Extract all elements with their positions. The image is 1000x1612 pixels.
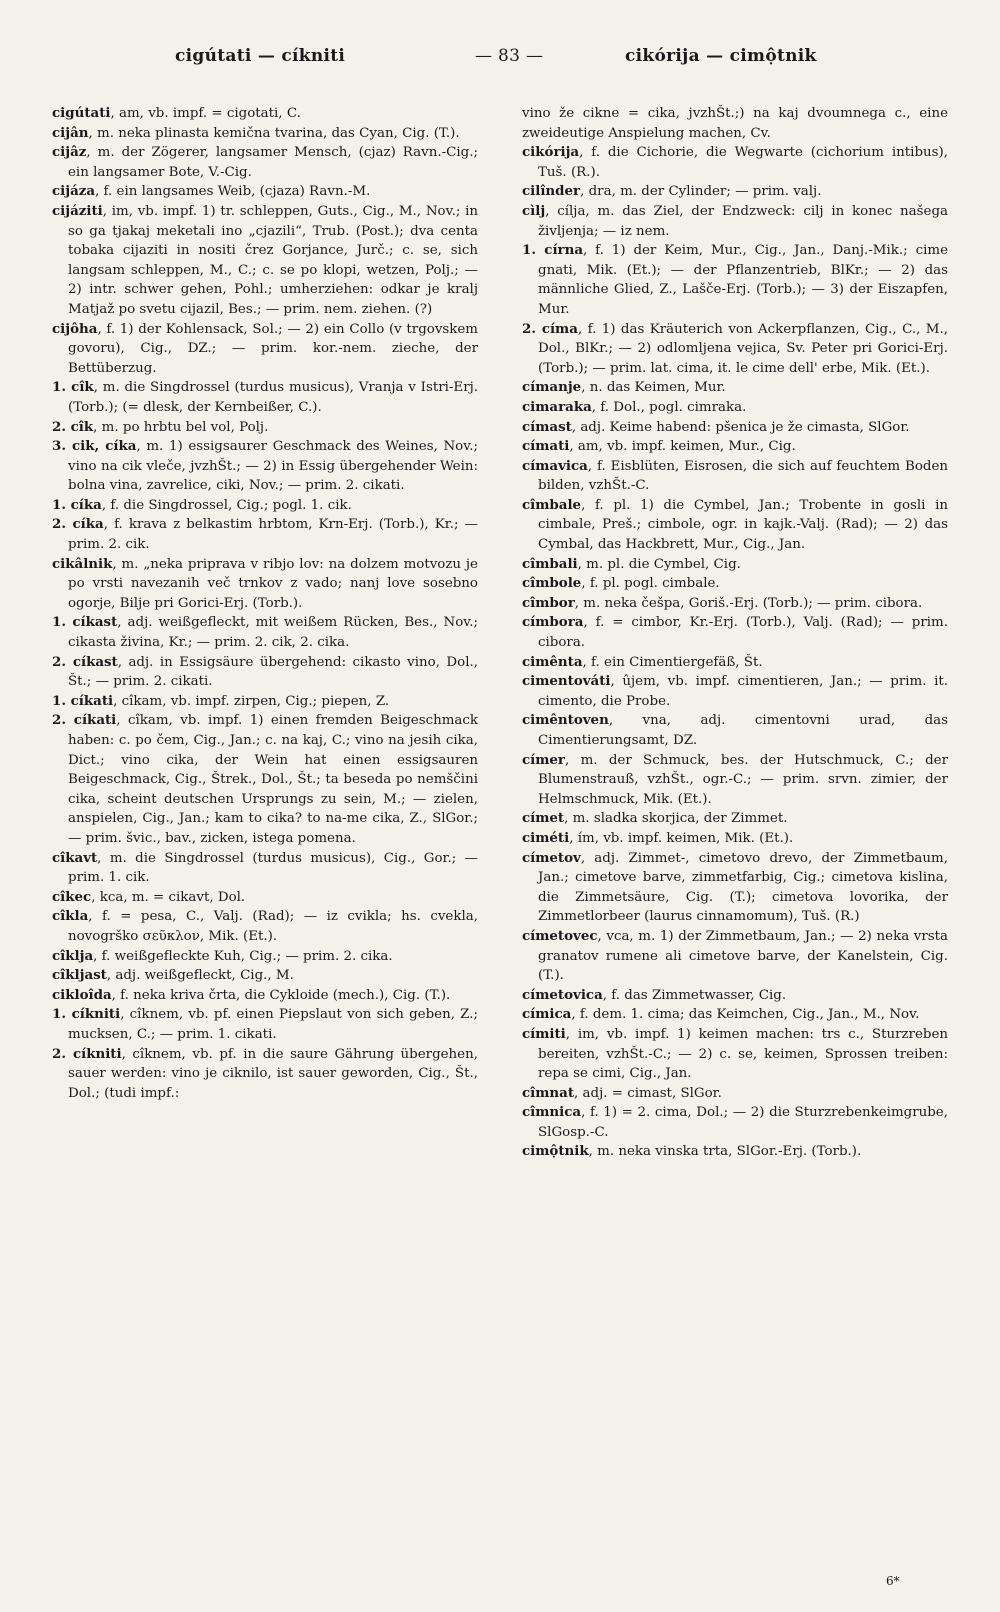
entry-definition: , m. „neka priprava v ribjo lov: na dolzem motvozu je po vrsti navezanih več trnkov z vado; nanj love sosebno ogorje, Bilje pri Gorici-Erj. (Torb.). xyxy=(68,556,478,611)
dictionary-entry xyxy=(522,437,948,457)
dictionary-entry xyxy=(52,320,478,379)
entry-headword: címetov xyxy=(522,849,581,866)
entry-definition: , n. das Keimen, Mur. xyxy=(581,380,726,396)
entry-headword: cijôha xyxy=(52,320,98,337)
dictionary-entry xyxy=(52,104,478,124)
entry-definition: , ím, vb. impf. keimen, Mik. (Et.). xyxy=(569,830,794,846)
dictionary-entry xyxy=(52,653,478,692)
left-column xyxy=(52,104,478,1103)
dictionary-entry xyxy=(522,711,948,750)
entry-headword: 2. cíkati xyxy=(52,712,117,729)
entry-definition: , cîkam, vb. impf. 1) einen fremden Beigeschmack haben: c. po čem, Cig., Jan.; c. na kaj, C.; vino na jesih cika, Dict.; vino cika, der Wein hat einen essigsauren Beigeschmack, Cig., Štrek., Dol., Št.; ta beseda po nemščini cika, scheint deutschen Ursprungs zu sein, M.; — zielen, anspielen, Cig., Jan.; kam to cika? to na-me cika, Z., SlGor.; — prim. švic., bav., zicken, istega pomena. xyxy=(68,713,479,846)
dictionary-entry xyxy=(52,202,478,320)
dictionary-entry xyxy=(522,574,948,594)
dictionary-entry xyxy=(52,692,478,712)
entry-definition: , cílja, m. das Ziel, der Endzweck: cilj in konec našega življenja; — iz nem. xyxy=(538,203,948,239)
entry-definition: , m. neka vinska trta, SlGor.-Erj. (Torb.). xyxy=(588,1144,862,1160)
entry-headword: cimêntoven xyxy=(522,712,609,729)
entry-definition: , f. pl. pogl. cimbale. xyxy=(581,576,720,592)
entry-headword: cîmbor xyxy=(522,594,575,611)
dictionary-entry xyxy=(52,515,478,554)
entry-headword: cijâz xyxy=(52,144,87,161)
entry-definition: , im, vb. impf. 1) keimen machen: trs c., Sturzreben bereiten, vzhŠt.-C.; — 2) c. se, keimen, Sprossen treiben: repa se cimi, Cig., Jan. xyxy=(538,1026,948,1082)
entry-headword: cigútati xyxy=(52,105,111,121)
entry-headword: címiti xyxy=(522,1025,566,1042)
entry-definition: , am, vb. impf. = cigotati, C. xyxy=(110,106,301,121)
page-number: — 83 — xyxy=(475,46,544,66)
entry-headword: cîkec xyxy=(52,888,92,905)
dictionary-entry xyxy=(522,1025,948,1084)
entry-definition: , f. ein Cimentiergefäß, Št. xyxy=(582,654,763,670)
dictionary-entry xyxy=(52,1005,478,1044)
entry-headword: 2. cíkniti xyxy=(52,1045,122,1062)
entry-definition: , f. dem. 1. cima; das Keimchen, Cig., Jan., M., Nov. xyxy=(571,1007,920,1023)
entry-headword: 2. cíka xyxy=(52,516,104,533)
entry-definition: , adj. weißgefleckt, mit weißem Rücken, Bes., Nov.; cikasta živina, Kr.; — prim. 2. cik, 2. cika. xyxy=(68,615,478,651)
dictionary-entry xyxy=(522,496,948,555)
dictionary-entry xyxy=(52,1045,478,1104)
entry-headword: cimênta xyxy=(522,653,583,670)
entry-definition: , f. das Zimmetwasser, Cig. xyxy=(602,987,787,1003)
entry-headword: címati xyxy=(522,438,570,455)
dictionary-entry xyxy=(522,927,948,986)
entry-definition: , am, vb. impf. keimen, Mur., Cig. xyxy=(569,439,796,455)
dictionary-entry xyxy=(522,378,948,398)
entry-headword: cikâlnik xyxy=(52,555,113,572)
entry-definition: , f. weißgefleckte Kuh, Cig.; — prim. 2. cika. xyxy=(93,948,393,964)
entry-definition: , adj. Keime habend: pšenica je že cimasta, SlGor. xyxy=(571,419,910,435)
dictionary-entry xyxy=(522,829,948,849)
entry-definition: , m. die Singdrossel (turdus musicus), Vranja v Istri-Erj. (Torb.); (= dlesk, der Kernbeißer, C.). xyxy=(68,380,478,415)
dictionary-entry xyxy=(522,555,948,575)
entry-definition: , f. Eisblüten, Eisrosen, die sich auf feuchtem Boden bilden, vzhŠt.-C. xyxy=(538,458,948,494)
entry-headword: cilînder xyxy=(522,183,581,200)
entry-headword: címer xyxy=(522,751,565,768)
entry-definition: , m. die Singdrossel (turdus musicus), Cig., Gor.; — prim. 1. cik. xyxy=(68,850,478,886)
entry-headword: 3. cik, cíka xyxy=(52,438,137,455)
dictionary-entry xyxy=(52,555,478,614)
entry-definition: , f. pl. 1) die Cymbel, Jan.; Trobente in gosli in cimbale, Preš.; cimbole, ogr. in kajk.-Valj. (Rad); — 2) das Cymbal, das Hackbrett, Mur., Cig., Jan. xyxy=(538,497,948,553)
dictionary-entry xyxy=(522,457,948,496)
entry-definition: , f. = cimbor, Kr.-Erj. (Torb.), Valj. (Rad); — prim. cibora. xyxy=(538,615,948,651)
entry-definition: , m. neka češpa, Goriš.-Erj. (Torb.); — prim. cibora. xyxy=(574,595,923,611)
entry-headword: cijáza xyxy=(52,183,96,200)
entry-definition: , f. die Singdrossel, Cig.; pogl. 1. cik. xyxy=(101,497,352,513)
entry-definition: , adj. = cimast, SlGor. xyxy=(574,1085,722,1101)
dictionary-entry xyxy=(522,143,948,182)
entry-headword: 2. cíkast xyxy=(52,653,118,670)
entry-headword: cîmbale xyxy=(522,496,582,513)
entry-definition: , cîknem, vb. pf. einen Piepslaut von sich geben, Z.; mucksen, C.; — prim. 1. cikati. xyxy=(68,1007,478,1042)
dictionary-entry xyxy=(522,202,948,241)
dictionary-entry xyxy=(52,124,478,144)
signature-mark: 6* xyxy=(886,1574,900,1588)
dictionary-entry xyxy=(522,986,948,1006)
entry-headword: cîkla xyxy=(52,908,89,925)
dictionary-entry xyxy=(52,888,478,908)
dictionary-entry xyxy=(52,907,478,946)
entry-headword: cîmbali xyxy=(522,555,578,572)
entry-definition: , f. krava z belkastim hrbtom, Krn-Erj. (Torb.), Kr.; — prim. 2. cik. xyxy=(68,517,479,553)
dictionary-entry xyxy=(522,1084,948,1104)
entry-headword: címbora xyxy=(522,614,584,631)
entry-headword: ciméti xyxy=(522,829,570,846)
entry-definition: , f. 1) das Kräuterich von Ackerpflanzen, Cig., C., M., Dol., BlKr.; — 2) odlomljena vejica, Sv. Peter pri Gorici-Erj. (Torb.); — prim. lat. cima, it. le cime dell' erbe, Mik. (Et.). xyxy=(538,321,948,376)
entry-headword: cijân xyxy=(52,124,89,141)
entry-definition: , cîkam, vb. impf. zirpen, Cig.; piepen, Z. xyxy=(113,693,390,709)
entry-headword: cîkavt xyxy=(52,849,98,866)
entry-definition: , adj. weißgefleckt, Cig., M. xyxy=(106,968,294,984)
entry-headword: cîmnica xyxy=(522,1104,582,1121)
dictionary-entry xyxy=(522,594,948,614)
dictionary-entry xyxy=(52,849,478,888)
entry-definition: , cîknem, vb. pf. in die saure Gährung übergehen, sauer werden: vino je ciknilo, ist sauer geworden, Cig., Št., Dol.; (tudi impf.: xyxy=(68,1046,478,1101)
entry-headword: címavica xyxy=(522,457,588,474)
dictionary-entry xyxy=(522,398,948,418)
entry-headword: 1. cíkniti xyxy=(52,1006,121,1023)
dictionary-entry xyxy=(52,182,478,202)
running-head-left: cigútati — cíkniti xyxy=(175,46,346,66)
entry-headword: cimộtnik xyxy=(522,1143,589,1160)
entry-headword: címanje xyxy=(522,379,582,396)
entry-headword: cikloîda xyxy=(52,986,112,1003)
entry-definition: , m. neka plinasta kemična tvarina, das Cyan, Cig. (T.). xyxy=(88,125,460,141)
entry-definition: , m. der Schmuck, bes. der Hutschmuck, C.; der Blumenstrauß, vzhŠt., ogr.-C.; — prim. srvn. zimier, der Helmschmuck, Mik. (Et.). xyxy=(538,752,948,807)
dictionary-entry xyxy=(522,653,948,673)
dictionary-entry xyxy=(522,613,948,652)
dictionary-entry xyxy=(522,104,948,143)
entry-definition: , vna, adj. cimentovni urad, das Cimentierungsamt, DZ. xyxy=(538,713,948,748)
entry-headword: cîmnat xyxy=(522,1084,575,1101)
entry-headword: 1. cíkast xyxy=(52,614,118,631)
dictionary-entry xyxy=(52,966,478,986)
entry-definition: , m. der Zögerer, langsamer Mensch, (cjaz) Ravn.-Cig.; ein langsamer Bote, V.-Cig. xyxy=(68,145,478,180)
entry-headword: 1. círna xyxy=(522,242,583,259)
entry-headword: cimaraka xyxy=(522,398,592,415)
entry-definition: , f. neka kriva črta, die Cykloide (mech.), Cig. (T.). xyxy=(111,987,451,1003)
dictionary-entry xyxy=(52,378,478,417)
entry-headword: cìlj xyxy=(522,202,546,219)
entry-definition: , adj. Zimmet-, cimetovo drevo, der Zimmetbaum, Jan.; cimetove barve, zimmetfarbig, Cig.; cimetova kislina, die Zimmetsäure, Cig. (T.); cimetova lovorika, der Zimmetlorbeer (laurus cinnamomum), Tuš. (R.) xyxy=(538,850,948,925)
entry-headword: címetovica xyxy=(522,986,603,1003)
dictionary-entry xyxy=(522,1142,948,1162)
entry-definition: , dra, m. der Cylinder; — prim. valj. xyxy=(580,184,822,200)
entry-headword: cikórija xyxy=(522,144,580,161)
dictionary-entry xyxy=(522,809,948,829)
entry-headword: 1. cíkati xyxy=(52,692,114,709)
running-head-right: cikórija — cimộtnik xyxy=(625,46,817,66)
dictionary-entry xyxy=(522,1103,948,1142)
dictionary-entry xyxy=(522,320,948,379)
entry-definition: , ûjem, vb. impf. cimentieren, Jan.; — prim. it. cimento, die Probe. xyxy=(538,674,948,709)
entry-definition: vino že cikne = cika, jvzhŠt.;) na kaj dvoumnega c., eine zweideutige Anspielung machen, Cv. xyxy=(522,106,948,141)
dictionary-entry xyxy=(522,751,948,810)
entry-definition: , f. Dol., pogl. cimraka. xyxy=(591,399,747,415)
entry-definition: , f. 1) der Keim, Mur., Cig., Jan., Danj.-Mik.; cime gnati, Mik. (Et.); — der Pflanzentrieb, BlKr.; — 2) das männliche Glied, Z., Lašče-Erj. (Torb.); — 3) der Eiszapfen, Mur. xyxy=(538,243,948,317)
dictionary-entry xyxy=(52,986,478,1006)
entry-headword: cîkljast xyxy=(52,967,107,984)
entry-headword: címetovec xyxy=(522,927,598,944)
entry-definition: , m. 1) essigsaurer Geschmack des Weines, Nov.; vino na cik vleče, jvzhŠt.; — 2) in Essig übergehender Wein: bolna vina, zavrelice, ciki, Nov.; — prim. 2. cikati. xyxy=(68,439,478,494)
dictionary-entry xyxy=(52,437,478,496)
entry-headword: címet xyxy=(522,810,565,827)
right-column xyxy=(522,104,948,1162)
entry-headword: 2. címa xyxy=(522,320,578,337)
entry-headword: cimentováti xyxy=(522,673,611,690)
dictionary-entry xyxy=(522,1005,948,1025)
dictionary-entry xyxy=(522,418,948,438)
dictionary-entry xyxy=(52,496,478,516)
entry-definition: , adj. in Essigsäure übergehend: cikasto vino, Dol., Št.; — prim. 2. cikati. xyxy=(68,654,479,690)
dictionary-entry xyxy=(52,613,478,652)
entry-headword: címast xyxy=(522,418,572,435)
entry-headword: cijáziti xyxy=(52,202,103,219)
entry-headword: cîmbole xyxy=(522,575,582,592)
entry-definition: , m. sladka skorjica, der Zimmet. xyxy=(564,811,788,827)
dictionary-entry xyxy=(522,672,948,711)
entry-headword: 1. cîk xyxy=(52,379,94,396)
entry-headword: 1. cíka xyxy=(52,496,102,513)
entry-definition: , m. po hrbtu bel vol, Polj. xyxy=(93,419,269,435)
entry-headword: cîklja xyxy=(52,947,94,964)
entry-definition: , f. = pesa, C., Valj. (Rad); — iz cvikla; hs. cvekla, novogrško σεῦκλον, Mik. (Et.). xyxy=(68,909,478,944)
dictionary-entry xyxy=(522,182,948,202)
entry-definition: , m. pl. die Cymbel, Cig. xyxy=(577,556,741,572)
page-header xyxy=(0,46,1000,76)
dictionary-entry xyxy=(52,711,478,848)
entry-definition: , f. ein langsames Weib, (cjaza) Ravn.-M. xyxy=(95,184,371,200)
entry-definition: , f. die Cichorie, die Wegwarte (cichorium intibus), Tuš. (R.). xyxy=(538,145,948,180)
entry-definition: , vca, m. 1) der Zimmetbaum, Jan.; — 2) neka vrsta granatov rumene ali cimetove barve, der Kanelstein, Cig. (T.). xyxy=(538,928,948,984)
entry-definition: , im, vb. impf. 1) tr. schleppen, Guts., Cig., M., Nov.; in so ga tjakaj meketali ino „cjazili“, Trub. (Post.); dva centa tobaka cijaziti in nositi črez Gorjance, Jurč.; c. se, sich langsam schleppen, M., C.; c. se po klopi, wetzen, Polj.; — 2) intr. schwer gehen, Pohl.; umherziehen: odkar je kralj Matjaž po svetu cijazil, Bes.; — prim. nem. ziehen. (?) xyxy=(68,203,478,317)
dictionary-entry xyxy=(522,241,948,319)
entry-definition: , f. 1) = 2. cima, Dol.; — 2) die Sturzrebenkeimgrube, SlGosp.-C. xyxy=(538,1105,948,1140)
entry-headword: címica xyxy=(522,1006,572,1023)
entry-headword: 2. cîk xyxy=(52,418,94,435)
entry-definition: , kca, m. = cikavt, Dol. xyxy=(91,889,246,905)
dictionary-entry xyxy=(52,418,478,438)
dictionary-entry xyxy=(522,849,948,927)
dictionary-entry xyxy=(52,143,478,182)
entry-definition: , f. 1) der Kohlensack, Sol.; — 2) ein Collo (v trgovskem govoru), Cig., DZ.; — prim. kor.-nem. zieche, der Bettüberzug. xyxy=(68,321,478,376)
dictionary-entry xyxy=(52,947,478,967)
